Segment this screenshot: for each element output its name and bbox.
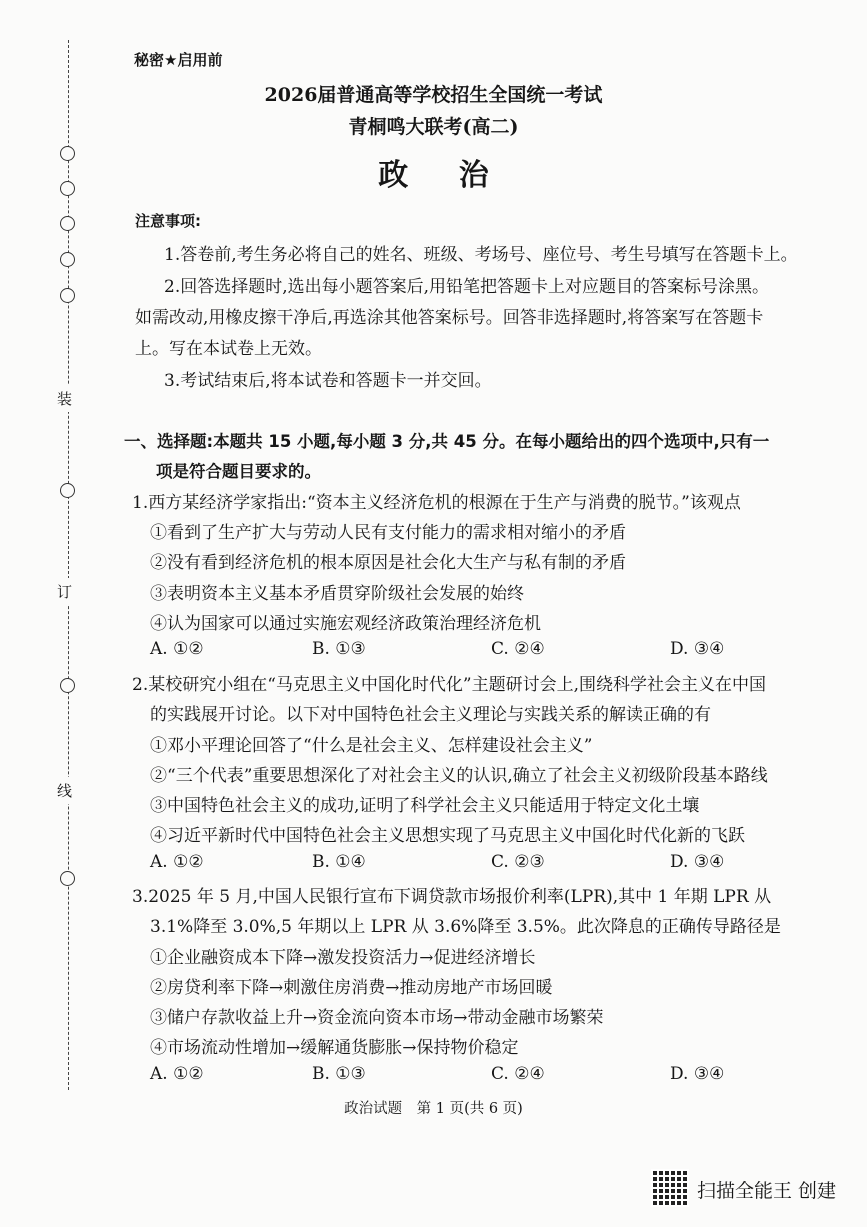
question-item: ①看到了生产扩大与劳动人民有支付能力的需求相对缩小的矛盾 — [150, 523, 626, 543]
notice-line: 2.回答选择题时,选出每小题答案后,用铅笔把答题卡上对应题目的答案标号涂黑。 — [164, 277, 770, 297]
binding-hole — [60, 678, 75, 693]
option-d: D. ③④ — [670, 1064, 725, 1084]
section-heading: 一、选择题:本题共 15 小题,每小题 3 分,共 45 分。在每小题给出的四个选项中,只有一 — [124, 432, 770, 451]
question-item: ①邓小平理论回答了“什么是社会主义、怎样建设社会主义” — [150, 736, 593, 756]
option-d: D. ③④ — [670, 639, 725, 659]
section-heading-cont: 项是符合题目要求的。 — [156, 462, 321, 481]
binding-hole — [60, 252, 75, 267]
binding-hole — [60, 216, 75, 231]
question-item: ②“三个代表”重要思想深化了对社会主义的认识,确立了社会主义初级阶段基本路线 — [150, 766, 768, 786]
option-c: C. ②④ — [491, 1064, 545, 1084]
option-b: B. ①③ — [312, 1064, 366, 1084]
question-item: ④习近平新时代中国特色社会主义思想实现了马克思主义中国化时代化新的飞跃 — [150, 826, 745, 846]
option-a: A. ①② — [150, 639, 204, 659]
binding-dashed-line — [68, 40, 69, 1090]
question-item: ③储户存款收益上升→资金流向资本市场→带动金融市场繁荣 — [150, 1008, 604, 1028]
subject-title: 政 治 — [378, 158, 509, 193]
option-a: A. ①② — [150, 852, 204, 872]
question-stem-cont: 3.1%降至 3.0%,5 年期以上 LPR 从 3.6%降至 3.5%。此次降息的正确传导路径是 — [150, 917, 781, 937]
question-item: ④市场流动性增加→缓解通货膨胀→保持物价稳定 — [150, 1038, 519, 1058]
binding-hole — [60, 871, 75, 886]
notice-line: 3.考试结束后,将本试卷和答题卡一并交回。 — [164, 371, 492, 391]
binding-word-xian: 线 — [57, 777, 72, 804]
notice-line: 如需改动,用橡皮擦干净后,再选涂其他答案标号。回答非选择题时,将答案写在答题卡 — [135, 308, 764, 328]
qr-code-icon — [651, 1169, 689, 1207]
option-c: C. ②④ — [491, 639, 545, 659]
option-d: D. ③④ — [670, 852, 725, 872]
page-footer: 政治试题 第 1 页(共 6 页) — [344, 1101, 523, 1117]
option-c: C. ②③ — [491, 852, 545, 872]
question-stem-cont: 的实践展开讨论。以下对中国特色社会主义理论与实践关系的解读正确的有 — [150, 705, 711, 725]
exam-title: 2026届普通高等学校招生全国统一考试 — [264, 84, 603, 106]
binding-hole — [60, 288, 75, 303]
binding-hole — [60, 483, 75, 498]
exam-subtitle: 青桐鸣大联考(高二) — [348, 116, 519, 138]
question-stem: 3.2025 年 5 月,中国人民银行宣布下调贷款市场报价利率(LPR),其中 1 年期 LPR 从 — [132, 887, 772, 907]
question-item: ③中国特色社会主义的成功,证明了科学社会主义只能适用于特定文化土壤 — [150, 796, 700, 816]
question-item: ④认为国家可以通过实施宏观经济政策治理经济危机 — [150, 614, 541, 634]
confidential-mark: 秘密★启用前 — [134, 51, 223, 69]
binding-word-ding: 订 — [57, 578, 72, 605]
notice-line: 1.答卷前,考生务必将自己的姓名、班级、考场号、座位号、考生号填写在答题卡上。 — [164, 245, 798, 265]
question-stem: 2.某校研究小组在“马克思主义中国化时代化”主题研讨会上,围绕科学社会主义在中国 — [132, 675, 767, 695]
notice-line: 上。写在本试卷上无效。 — [135, 339, 322, 359]
option-a: A. ①② — [150, 1064, 204, 1084]
question-item: ②房贷利率下降→刺激住房消费→推动房地产市场回暖 — [150, 978, 553, 998]
scanner-watermark: 扫描全能王 创建 — [697, 1180, 837, 1202]
notice-heading: 注意事项: — [135, 212, 201, 230]
question-stem: 1.西方某经济学家指出:“资本主义经济危机的根源在于生产与消费的脱节。”该观点 — [132, 493, 741, 513]
question-item: ③表明资本主义基本矛盾贯穿阶级社会发展的始终 — [150, 584, 524, 604]
question-item: ②没有看到经济危机的根本原因是社会化大生产与私有制的矛盾 — [150, 553, 626, 573]
question-item: ①企业融资成本下降→激发投资活力→促进经济增长 — [150, 948, 536, 968]
option-b: B. ①③ — [312, 639, 366, 659]
option-b: B. ①④ — [312, 852, 366, 872]
binding-word-zhuang: 装 — [57, 385, 72, 412]
